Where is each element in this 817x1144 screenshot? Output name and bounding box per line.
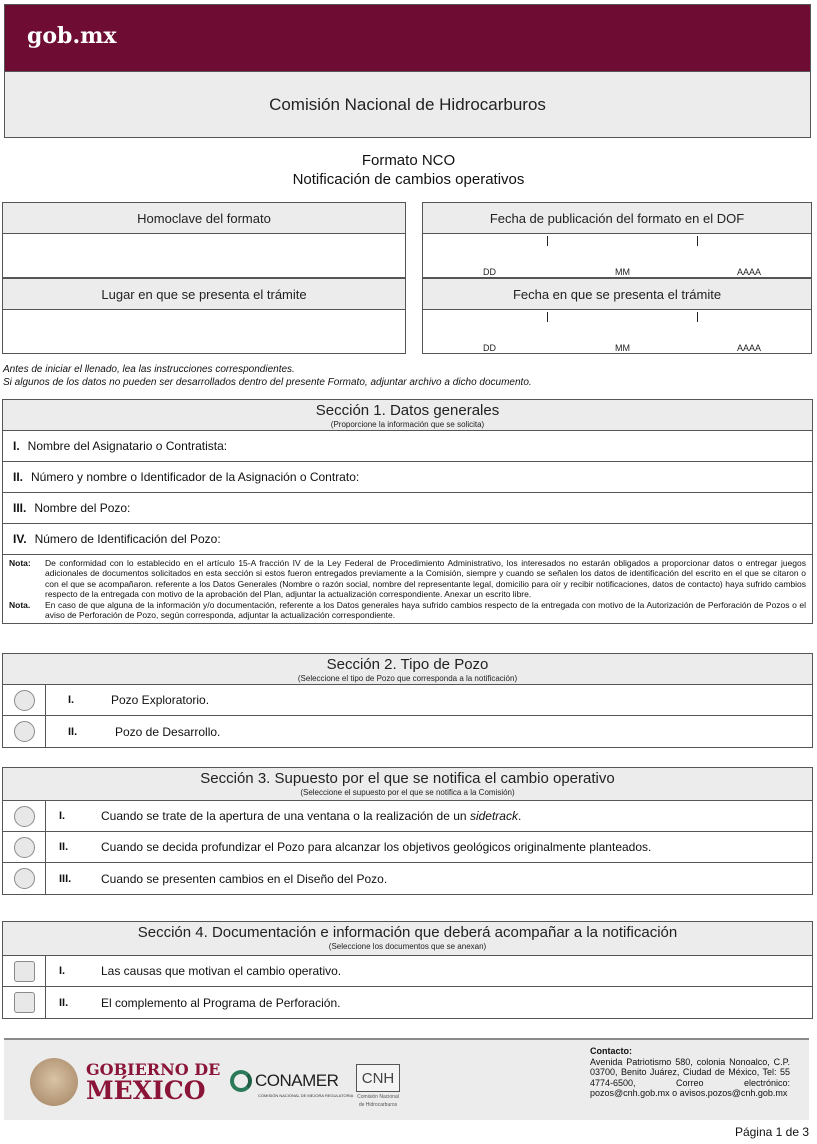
note-text: En caso de que alguna de la información y/o documentación, referente a los Datos generales haya sufrido cambios respecto de la entregada con motivo de la Autorización de Perforación de Pozos o el aviso de Perforación de Pozo, según corresponda, adjuntar la actualización correspondiente. — [45, 599, 806, 621]
gobierno-text: GOBIERNO DE MÉXICO — [86, 1059, 221, 1105]
lugar-label: Lugar en que se presenta el trámite — [3, 279, 405, 310]
gob-mx-logo[interactable]: gob.mx — [27, 23, 117, 49]
contact-text: Avenida Patriotismo 580, colonia Nonoalco, C.P. 03700, Benito Juárez, Ciudad de México, Tel: 55 4774-6500, Correo electrónico: pozos@cnh.gob.mx o avisos.pozos@cnh.gob.mx — [590, 1056, 790, 1099]
field-row-nombre-pozo[interactable] — [3, 493, 812, 524]
option-row-complemento[interactable] — [3, 987, 812, 1018]
note-key: Nota: — [9, 558, 31, 568]
section-4-header — [3, 922, 812, 956]
note-2 — [9, 600, 806, 621]
section-3 — [2, 767, 813, 895]
roman-numeral: I. — [59, 810, 66, 822]
header-bar — [4, 4, 811, 72]
instruction-line-1: Antes de iniciar el llenado, lea las instrucciones correspondientes. — [3, 364, 295, 375]
option-row-profundizar[interactable] — [3, 832, 812, 863]
date-divider — [697, 236, 698, 246]
field-row-asignatario[interactable] — [3, 431, 812, 462]
roman-numeral: III. — [59, 872, 72, 885]
agency-name: Comisión Nacional de Hidrocarburos — [4, 72, 811, 138]
fecha-dof-field[interactable] — [423, 234, 811, 278]
section-1-notes — [3, 555, 812, 623]
contact-info — [590, 1046, 790, 1099]
section-1 — [2, 399, 813, 624]
option-row-desarrollo[interactable] — [3, 716, 812, 747]
option-row-sidetrack[interactable] — [3, 801, 812, 832]
section-2-header — [3, 654, 812, 685]
sidetrack-term: sidetrack — [469, 809, 518, 823]
section-3-subtitle: (Seleccione el supuesto por el que se notifica a la Comisión) — [300, 788, 515, 797]
roman-numeral: I. — [13, 439, 20, 453]
fecha-dof-label: Fecha de publicación del formato en el DOF — [423, 203, 811, 234]
instruction-line-2: Si algunos de los datos no pueden ser desarrollados dentro del presente Formato, adjuntar archivo a dicho documento. — [3, 377, 532, 388]
form-title: Formato NCO — [361, 152, 456, 169]
section-4-subtitle: (Seleccione los documentos que se anexan) — [328, 942, 487, 951]
mm-label: MM — [615, 267, 630, 277]
homoclave-field[interactable] — [3, 234, 405, 278]
field-label: Nombre del Asignatario o Contratista: — [27, 439, 228, 453]
radio-button[interactable] — [14, 721, 35, 742]
option-label: Cuando se trate de la apertura de una ventana o la realización de un sidetrack. — [101, 809, 522, 823]
field-label: Nombre del Pozo: — [34, 501, 131, 515]
section-2-subtitle: (Seleccione el tipo de Pozo que corresponda a la notificación) — [297, 674, 518, 683]
option-label: Cuando se presenten cambios en el Diseño del Pozo. — [101, 871, 388, 886]
section-4 — [2, 921, 813, 1019]
roman-numeral: II. — [13, 470, 24, 484]
radio-cell — [3, 801, 46, 831]
roman-numeral: II. — [59, 996, 69, 1009]
radio-cell — [3, 863, 46, 894]
conamer-logo — [230, 1070, 338, 1092]
radio-cell — [3, 832, 46, 862]
gobierno-mexico-logo — [30, 1058, 220, 1106]
date-divider — [697, 312, 698, 322]
radio-button[interactable] — [14, 868, 35, 889]
page-number: Página 1 de 3 — [734, 1125, 809, 1139]
field-label: Número de Identificación del Pozo: — [34, 532, 221, 546]
date-divider — [547, 312, 548, 322]
contact-label: Contacto: — [590, 1046, 632, 1056]
radio-cell — [3, 716, 46, 747]
radio-cell — [3, 685, 46, 715]
section-2-title: Sección 2. Tipo de Pozo — [326, 656, 489, 673]
checkbox-cell — [3, 987, 46, 1018]
conamer-text: CONAMER — [255, 1071, 339, 1090]
field-label: Número y nombre o Identificador de la Asignación o Contrato: — [31, 470, 360, 484]
section-3-header — [3, 768, 812, 801]
option-row-exploratorio[interactable] — [3, 685, 812, 716]
roman-numeral: II. — [59, 841, 69, 853]
date-divider — [547, 236, 548, 246]
option-label: Las causas que motivan el cambio operativo. — [101, 964, 342, 978]
roman-numeral: I. — [68, 694, 75, 706]
footer — [4, 1038, 809, 1120]
homoclave-box — [2, 202, 406, 278]
lugar-box — [2, 278, 406, 354]
radio-button[interactable] — [14, 690, 35, 711]
aaaa-label: AAAA — [737, 267, 762, 277]
fecha-tramite-box — [422, 278, 812, 354]
dd-label: DD — [483, 343, 496, 353]
note-text: De conformidad con lo establecido en el artículo 15-A fracción IV de la Ley Federal de Procedimiento Administrativo, los interesados no estarán obligados a proporcionar datos o entregar juegos adicionales de documentos solicitados en esta sección si estos fueron entregados previamente a la Comisión, siempre y cuando se señalen los datos de identificación del escrito en el que se citaron o con el que se acompañaron. referente a los Datos Generales (Nombre o razón social, nombre del representante legal, domicilio para oír y recibir notificaciones, datos de contacto) haya sufrido cambios respecto de la entregada con motivo de la aprobación del Plan, adjuntar la actualización correspondiente. Anexar un escrito libre. — [45, 558, 806, 600]
roman-numeral: IV. — [13, 532, 27, 546]
fecha-tramite-label: Fecha en que se presenta el trámite — [423, 279, 811, 310]
option-label: El complemento al Programa de Perforación. — [101, 995, 341, 1010]
section-3-title: Sección 3. Supuesto por el que se notifica el cambio operativo — [200, 770, 615, 787]
note-1 — [9, 558, 806, 600]
option-label: Pozo de Desarrollo. — [115, 724, 221, 739]
option-label: Pozo Exploratorio. — [111, 693, 210, 707]
section-2 — [2, 653, 813, 748]
fecha-tramite-field[interactable] — [423, 310, 811, 354]
conamer-ring-icon — [230, 1070, 252, 1092]
mm-label: MM — [615, 343, 630, 353]
homoclave-label: Homoclave del formato — [3, 203, 405, 234]
section-1-header — [3, 400, 812, 431]
section-1-title: Sección 1. Datos generales — [315, 402, 500, 419]
cnh-logo: CNH Comisión Nacional de Hidrocarburos — [356, 1064, 400, 1108]
cnh-text: CNH — [356, 1064, 400, 1092]
checkbox[interactable] — [14, 961, 35, 982]
radio-button[interactable] — [14, 806, 35, 827]
section-4-title: Sección 4. Documentación e información que deberá acompañar a la notificación — [137, 924, 678, 941]
option-row-causas[interactable] — [3, 956, 812, 987]
section-1-subtitle: (Proporcione la información que se solicita) — [330, 420, 485, 429]
form-subtitle: Notificación de cambios operativos — [292, 171, 525, 188]
roman-numeral: I. — [59, 965, 66, 977]
fecha-dof-box — [422, 202, 812, 278]
checkbox-cell — [3, 956, 46, 986]
roman-numeral: II. — [68, 725, 78, 738]
radio-button[interactable] — [14, 837, 35, 858]
conamer-subtitle: COMISIÓN NACIONAL DE MEJORA REGULATORIA — [258, 1093, 354, 1098]
lugar-field[interactable] — [3, 310, 405, 354]
checkbox[interactable] — [14, 992, 35, 1013]
roman-numeral: III. — [13, 501, 27, 515]
coat-of-arms-icon — [30, 1058, 78, 1106]
field-row-numero-pozo[interactable] — [3, 524, 812, 555]
dd-label: DD — [483, 267, 496, 277]
field-row-asignacion[interactable] — [3, 462, 812, 493]
option-label: Cuando se decida profundizar el Pozo para alcanzar los objetivos geológicos originalmente planteados. — [101, 840, 652, 854]
option-row-diseno[interactable] — [3, 863, 812, 894]
note-key: Nota. — [9, 599, 31, 610]
aaaa-label: AAAA — [737, 343, 762, 353]
